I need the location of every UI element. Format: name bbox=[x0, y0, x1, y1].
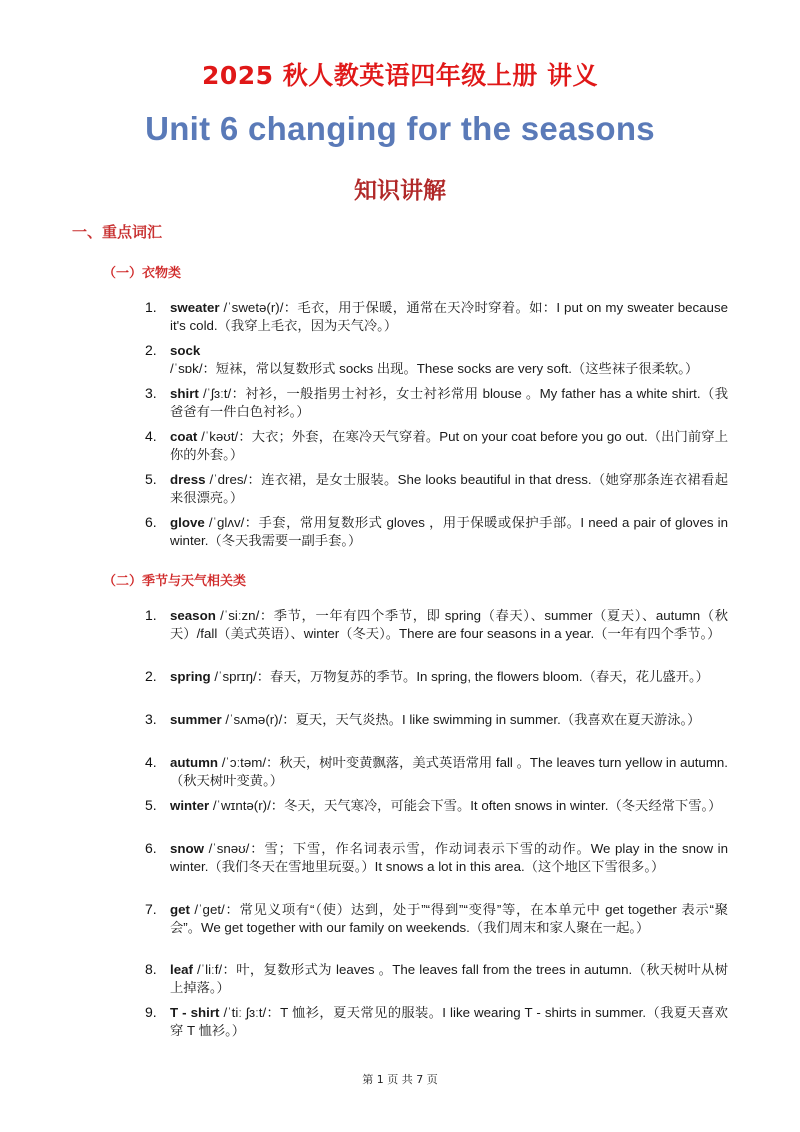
item-text bbox=[170, 299, 728, 335]
item-text bbox=[170, 342, 728, 378]
vocab-definition: /ˈliːf/：叶，复数形式为 leaves 。The leaves fall from the trees in autumn.（秋天树叶从树上掉落。） bbox=[170, 962, 728, 995]
page-number: 第 1 页 共 7 页 bbox=[362, 1073, 438, 1086]
vocab-word: season bbox=[170, 608, 216, 623]
vocab-definition: /ˈsiːzn/：季节，一年有四个季节，即 spring（春天）、summer（夏天）、autumn（秋天）/fall（美式英语）、winter（冬天）。There are four seasons in a year.（一年有四个季节。） bbox=[170, 608, 728, 641]
vocab-definition: /ˈʃɜːt/：衬衫，一般指男士衬衫，女士衬衫常用 blouse 。My father has a white shirt.（我爸爸有一件白色衬衫。） bbox=[170, 386, 728, 419]
item-text bbox=[170, 754, 728, 790]
item-number: 4. bbox=[145, 428, 157, 444]
item-text bbox=[170, 471, 728, 507]
item-text bbox=[170, 961, 728, 997]
item-number: 6. bbox=[145, 840, 157, 856]
item-text bbox=[170, 1004, 728, 1040]
vocab-definition: /ˈsʌmə(r)/：夏天，天气炎热。I like swimming in summer.（我喜欢在夏天游泳。） bbox=[221, 712, 701, 727]
item-text bbox=[170, 797, 728, 815]
vocab-word: glove bbox=[170, 515, 205, 530]
item-number: 5. bbox=[145, 471, 157, 487]
item-number: 2. bbox=[145, 668, 157, 684]
vocab-word: dress bbox=[170, 472, 206, 487]
vocab-definition: /ˈdres/：连衣裙，是女士服装。She looks beautiful in that dress.（她穿那条连衣裙看起来很漂亮。） bbox=[170, 472, 728, 505]
vocab-definition: /ˈswetə(r)/：毛衣，用于保暖，通常在天冷时穿着。如：I put on my sweater because it's cold.（我穿上毛衣，因为天气冷。） bbox=[170, 300, 728, 333]
unit-title: Unit 6 changing for the seasons bbox=[145, 110, 655, 147]
vocab-word: summer bbox=[170, 712, 222, 727]
item-text bbox=[170, 711, 728, 729]
vocab-word: winter bbox=[170, 798, 210, 813]
item-text bbox=[170, 385, 728, 421]
vocab-word: leaf bbox=[170, 962, 193, 977]
vocab-definition: /ˈkəʊt/：大衣；外套，在寒冷天气穿着。Put on your coat before you go out.（出门前穿上你的外套。） bbox=[170, 429, 728, 462]
document-title: 2025 秋人教英语四年级上册 讲义 bbox=[202, 61, 598, 90]
vocab-word: autumn bbox=[170, 755, 219, 770]
item-number: 4. bbox=[145, 754, 157, 770]
vocab-definition: /ˈtiː ʃɜːt/：T 恤衫，夏天常见的服装。I like wearing T - shirts in summer.（我夏天喜欢穿 T 恤衫。） bbox=[170, 1005, 728, 1038]
item-text bbox=[170, 607, 728, 643]
vocab-word: get bbox=[170, 902, 190, 917]
item-number: 8. bbox=[145, 961, 157, 977]
section-subtitle: 知识讲解 bbox=[354, 178, 446, 204]
vocab-word: coat bbox=[170, 429, 198, 444]
vocab-definition: /ˈsnəʊ/：雪；下雪，作名词表示雪，作动词表示下雪的动作。We play in the snow in winter.（我们冬天在雪地里玩耍。）It snows a lot in this area.（这个地区下雪很多。） bbox=[170, 841, 728, 874]
vocab-word: T - shirt bbox=[170, 1005, 220, 1020]
item-number: 5. bbox=[145, 797, 157, 813]
item-text bbox=[170, 514, 728, 550]
item-text bbox=[170, 428, 728, 464]
key-vocabulary-heading: 一、重点词汇 bbox=[72, 223, 163, 241]
vocab-definition: /ˈsɒk/：短袜，常以复数形式 socks 出现。These socks are very soft.（这些袜子很柔软。） bbox=[170, 361, 699, 376]
vocab-word: sock bbox=[170, 343, 201, 358]
vocab-definition: /ˈɔːtəm/：秋天，树叶变黄飘落，美式英语常用 fall 。The leaves turn yellow in autumn.（秋天树叶变黄。） bbox=[170, 755, 728, 788]
item-number: 3. bbox=[145, 385, 157, 401]
item-number: 1. bbox=[145, 607, 157, 623]
item-number: 7. bbox=[145, 901, 157, 917]
vocab-definition: /ˈwɪntə(r)/：冬天，天气寒冷，可能会下雪。It often snows in winter.（冬天经常下雪。） bbox=[209, 798, 722, 813]
item-number: 9. bbox=[145, 1004, 157, 1020]
vocab-word: snow bbox=[170, 841, 204, 856]
vocab-definition: /ˈɡlʌv/：手套，常用复数形式 gloves ，用于保暖或保护手部。I need a pair of gloves in winter.（冬天我需要一副手套。） bbox=[170, 515, 728, 548]
vocab-definition: /ˈɡet/：常见义项有“（使）达到，处于”“得到”“变得”等，在本单元中 get together 表示“聚会”。We get together with our family on weekends.（我们周末和家人聚在一起。） bbox=[170, 902, 728, 935]
item-number: 1. bbox=[145, 299, 157, 315]
item-number: 3. bbox=[145, 711, 157, 727]
item-text bbox=[170, 840, 728, 876]
clothing-heading: （一）衣物类 bbox=[103, 266, 182, 281]
vocab-definition: /ˈsprɪŋ/：春天，万物复苏的季节。In spring, the flowers bloom.（春天，花儿盛开。） bbox=[210, 669, 709, 684]
item-text bbox=[170, 901, 728, 937]
item-text bbox=[170, 668, 728, 686]
vocab-word: spring bbox=[170, 669, 211, 684]
item-number: 2. bbox=[145, 342, 157, 358]
season-weather-heading: （二）季节与天气相关类 bbox=[103, 574, 247, 589]
vocab-word: shirt bbox=[170, 386, 199, 401]
item-number: 6. bbox=[145, 514, 157, 530]
vocab-word: sweater bbox=[170, 300, 220, 315]
